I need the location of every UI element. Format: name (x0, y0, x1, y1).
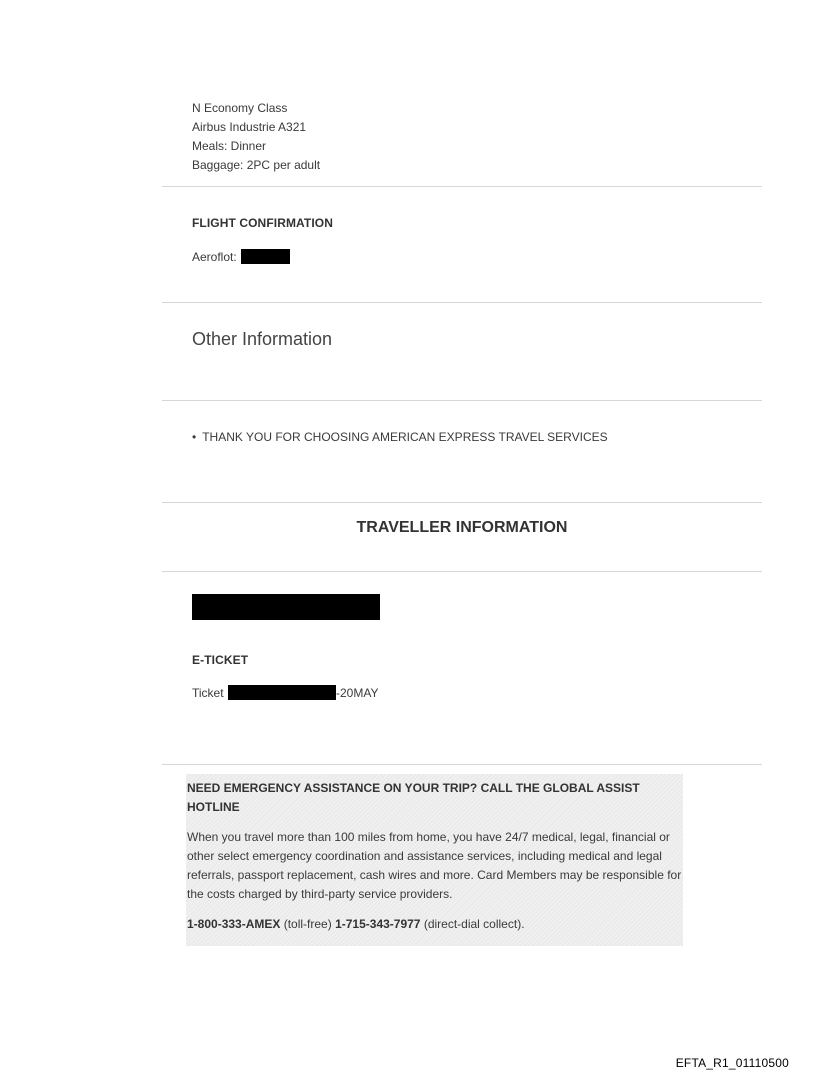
document-id: EFTA_R1_01110500 (675, 1056, 789, 1070)
ticket-date-suffix: -20MAY (336, 686, 379, 700)
traveller-information-heading: TRAVELLER INFORMATION (356, 519, 568, 536)
meals-info: Meals: Dinner (192, 139, 267, 153)
direct-dial-number: 1-715-343-7977 (335, 917, 421, 931)
flight-confirmation-heading: FLIGHT CONFIRMATION (192, 216, 333, 230)
baggage-info: Baggage: 2PC per adult (192, 158, 321, 172)
divider (162, 502, 762, 503)
tollfree-note: (toll-free) (283, 917, 332, 931)
divider (162, 302, 762, 303)
divider (162, 571, 762, 572)
redacted-traveller-name (192, 594, 380, 620)
redacted-confirmation-code (241, 249, 290, 264)
divider (162, 400, 762, 401)
direct-dial-note: (direct-dial collect). (423, 917, 525, 931)
cabin-class: N Economy Class (192, 101, 288, 115)
eticket-heading: E-TICKET (192, 653, 249, 667)
ticket-label: Ticket (192, 686, 224, 700)
redacted-ticket-number (228, 685, 336, 700)
emergency-assistance-panel (186, 774, 683, 946)
bullet: • (192, 430, 197, 444)
list-item (192, 430, 608, 444)
emergency-assistance-body: When you travel more than 100 miles from home, you have 24/7 medical, legal, financial or other select emergency coordination and assistance services, including medical and legal referrals, passport replacement, cash wires and more. Card Members may be responsible for the costs charged by third-party service providers. (187, 830, 682, 901)
tollfree-number: 1-800-333-AMEX (187, 917, 281, 931)
emergency-phone-line (187, 917, 682, 931)
aircraft-type: Airbus Industrie A321 (192, 120, 307, 134)
divider (162, 186, 762, 187)
list-item-text: THANK YOU FOR CHOOSING AMERICAN EXPRESS TRAVEL SERVICES (202, 430, 608, 444)
other-information-heading: Other Information (192, 329, 333, 349)
emergency-assistance-title: NEED EMERGENCY ASSISTANCE ON YOUR TRIP? CALL THE GLOBAL ASSIST HOTLINE (187, 781, 640, 814)
airline-confirmation-label: Aeroflot: (192, 250, 237, 264)
divider (162, 764, 762, 765)
